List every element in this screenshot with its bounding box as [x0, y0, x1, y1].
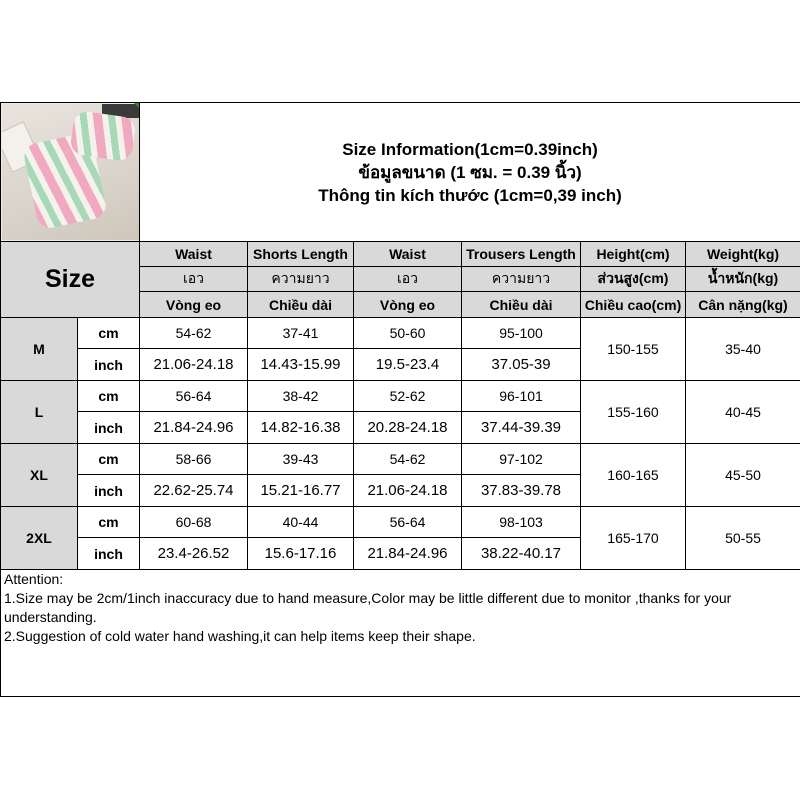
table-cell: 95-100 [462, 318, 581, 349]
weight-cell: 40-45 [686, 381, 800, 444]
table-cell: 20.28-24.18 [354, 412, 462, 444]
col-header-en: Waist [354, 242, 462, 267]
product-image [2, 104, 139, 240]
attention-note-1: 1.Size may be 2cm/1inch inaccuracy due to hand measure,Color may be little different due to monitor ,thanks for your understanding. [4, 590, 732, 625]
height-cell: 155-160 [581, 381, 686, 444]
attention-title: Attention: [4, 571, 64, 587]
table-cell: 58-66 [140, 444, 248, 475]
weight-cell: 35-40 [686, 318, 800, 381]
table-cell: 37-41 [248, 318, 354, 349]
table-cell: 60-68 [140, 507, 248, 538]
table-cell: 23.4-26.52 [140, 538, 248, 570]
table-cell: 15.6-17.16 [248, 538, 354, 570]
height-cell: 150-155 [581, 318, 686, 381]
table-cell: 54-62 [354, 444, 462, 475]
col-header-th: น้ำหนัก(kg) [686, 267, 800, 292]
title-vietnamese: Thông tin kích thước (1cm=0,39 inch) [318, 185, 622, 205]
table-cell: 21.06-24.18 [354, 475, 462, 507]
col-header-en: Weight(kg) [686, 242, 800, 267]
unit-inch: inch [78, 538, 140, 570]
table-cell: 38.22-40.17 [462, 538, 581, 570]
unit-cm: cm [78, 507, 140, 538]
table-cell: 56-64 [354, 507, 462, 538]
size-chart [0, 102, 800, 698]
unit-inch: inch [78, 349, 140, 381]
table-cell: 21.84-24.96 [354, 538, 462, 570]
size-label: M [1, 318, 78, 381]
table-cell: 21.84-24.96 [140, 412, 248, 444]
attention-notes [1, 570, 800, 697]
table-cell: 50-60 [354, 318, 462, 349]
product-photo [1, 103, 140, 242]
height-cell: 165-170 [581, 507, 686, 570]
col-header-en: Height(cm) [581, 242, 686, 267]
weight-cell: 50-55 [686, 507, 800, 570]
col-header-vi: Chiều dài [462, 292, 581, 318]
table-cell: 37.83-39.78 [462, 475, 581, 507]
col-header-th: ส่วนสูง(cm) [581, 267, 686, 292]
col-header-vi: Chiều dài [248, 292, 354, 318]
cell-marker-icon [134, 103, 140, 109]
col-header-th: ความยาว [462, 267, 581, 292]
col-header-en: Shorts Length [248, 242, 354, 267]
title-english: Size Information(1cm=0.39inch) [342, 139, 598, 159]
col-header-vi: Cân nặng(kg) [686, 292, 800, 318]
table-cell: 14.82-16.38 [248, 412, 354, 444]
size-label: 2XL [1, 507, 78, 570]
table-cell: 15.21-16.77 [248, 475, 354, 507]
col-header-vi: Vòng eo [140, 292, 248, 318]
col-header-th: เอว [140, 267, 248, 292]
size-label: XL [1, 444, 78, 507]
table-cell: 52-62 [354, 381, 462, 412]
col-header-th: เอว [354, 267, 462, 292]
table-cell: 14.43-15.99 [248, 349, 354, 381]
title-thai: ข้อมูลขนาด (1 ซม. = 0.39 นิ้ว) [358, 162, 582, 182]
unit-cm: cm [78, 444, 140, 475]
col-header-vi: Chiều cao(cm) [581, 292, 686, 318]
col-header-en: Trousers Length [462, 242, 581, 267]
unit-cm: cm [78, 318, 140, 349]
table-cell: 19.5-23.4 [354, 349, 462, 381]
size-label: L [1, 381, 78, 444]
table-cell: 40-44 [248, 507, 354, 538]
table-cell: 56-64 [140, 381, 248, 412]
col-header-en: Waist [140, 242, 248, 267]
size-header: Size [1, 242, 140, 318]
table-cell: 97-102 [462, 444, 581, 475]
table-cell: 39-43 [248, 444, 354, 475]
size-table [0, 102, 800, 697]
table-cell: 96-101 [462, 381, 581, 412]
table-cell: 22.62-25.74 [140, 475, 248, 507]
table-cell: 98-103 [462, 507, 581, 538]
unit-inch: inch [78, 475, 140, 507]
table-cell: 37.44-39.39 [462, 412, 581, 444]
height-cell: 160-165 [581, 444, 686, 507]
col-header-th: ความยาว [248, 267, 354, 292]
table-cell: 54-62 [140, 318, 248, 349]
table-cell: 38-42 [248, 381, 354, 412]
col-header-vi: Vòng eo [354, 292, 462, 318]
size-information-title [140, 103, 800, 242]
attention-note-2: 2.Suggestion of cold water hand washing,it can help items keep their shape. [4, 628, 476, 644]
table-cell: 21.06-24.18 [140, 349, 248, 381]
unit-inch: inch [78, 412, 140, 444]
table-cell: 37.05-39 [462, 349, 581, 381]
weight-cell: 45-50 [686, 444, 800, 507]
unit-cm: cm [78, 381, 140, 412]
